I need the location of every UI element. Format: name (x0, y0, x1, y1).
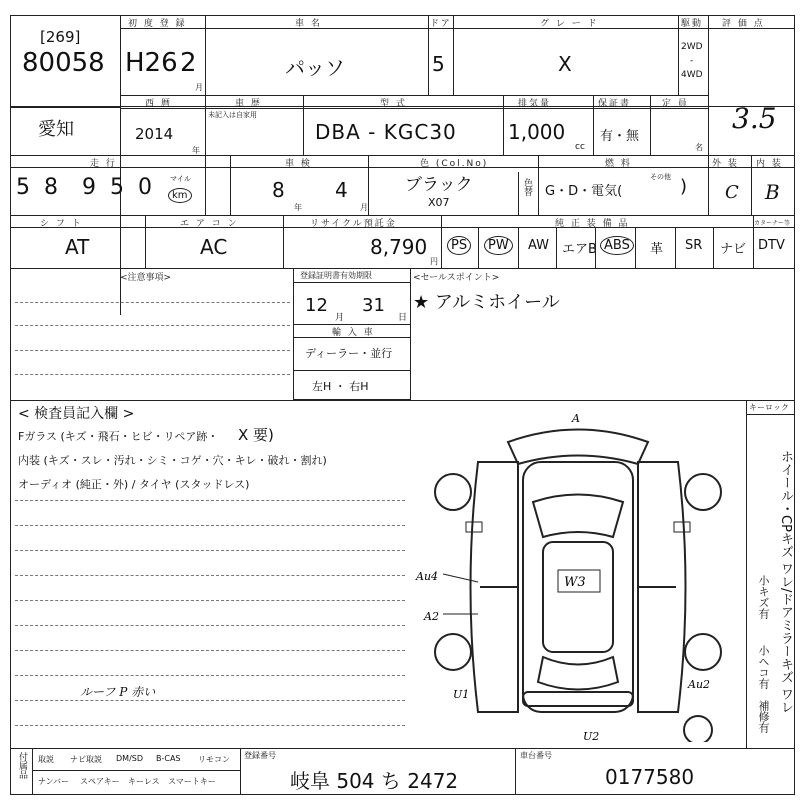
plate-number: 岐阜 504 ち 2472 (290, 769, 459, 793)
recycle-unit: 円 (430, 257, 438, 266)
acc-remote: リモコン (198, 755, 230, 764)
accessories-label: 付属品 (17, 752, 27, 779)
first-reg-era: H26 (125, 48, 178, 78)
capacity-unit: 名 (695, 143, 703, 152)
expiry-month-unit: 月 (335, 313, 345, 323)
inspection-month-unit: 月 (360, 203, 368, 212)
model-label: 車 名 (295, 19, 322, 29)
acc-manual: 取説 (38, 755, 54, 764)
drive-2wd: 2WD (681, 42, 703, 52)
mark-w3: W3 (564, 575, 586, 590)
displacement-unit: cc (575, 142, 585, 152)
inspection-year: 8 (272, 178, 285, 202)
legend-small-scratch: 小キズ有 (757, 575, 770, 619)
import-label: 輸 入 車 (332, 328, 375, 338)
chassis-note: 未記入は自家用 (208, 111, 257, 119)
equip-sr: SR (685, 238, 703, 253)
expiry-month: 12 (305, 295, 328, 316)
color-name: ブラック (405, 175, 473, 195)
color-label: 色 (Col.No) (420, 159, 489, 169)
mileage-digit-3: 9 (82, 175, 96, 200)
expiry-day-unit: 日 (398, 313, 408, 323)
interior-grade: B (765, 180, 780, 204)
sheet-border (10, 15, 795, 795)
fuel-type: G・D・電気( (545, 184, 623, 199)
mileage-digit-5: 0 (138, 175, 152, 200)
handwritten-note: ルーフ P 赤い (80, 685, 156, 699)
mark-u2: U2 (583, 730, 600, 742)
glass-mark: X 要) (238, 426, 274, 444)
score-label: 評 価 点 (722, 19, 765, 29)
repaint-label: 色替 (522, 178, 532, 196)
drive-4wd: 4WD (681, 70, 703, 80)
inspector-title: < 検査員記入欄 > (18, 406, 135, 422)
year-unit: 年 (192, 146, 200, 155)
equip-dtv: DTV (758, 238, 785, 253)
lot-bracket: [269] (40, 28, 81, 46)
mileage-digit-1: 5 (16, 175, 30, 200)
acc-keyless: キーレス (128, 777, 160, 786)
acc-plate: ナンバー (38, 777, 70, 786)
vin-label: 車台番号 (520, 751, 552, 760)
auction-sheet: 初 度 登 録 車 名 ドア グ レ ー ド 駆動 評 価 点 [269] 80058 H26 2 月 パッソ 5 X 2WD - 4WD 西 暦 車 歴 型 式 排気量 保証書 定 員 愛知 2014 年 未記入は自家用 DBA - KGC30 1,000 cc 有・無 名 3.5 走 行 車 検 色 (Col.No) 燃 料 外 装 内 装 5 8 9 5 0 マイル km 8 年 4 月 ブラック X07 色替 G・D・電気( その他 ) C B シ フ ト エ ア コ ン リサイクル預託金 純 正 装 備 品 カターナー等 AT AC 8,790 円 PS PW AW エアB ABS 革 SR ナビ DTV <注意事項> 登録証明書有効期限 12 月 31 日 輸 入 車 ディーラー・並行 左H ・ 右H <セールスポイント> ★ アルミホイール < 検査員記入欄 > Fガラス (キズ・飛石・ヒビ・リペア跡・ X 要) 内装 (キズ・スレ・汚れ・シミ・コゲ・穴・キレ・破れ・割れ) オーディオ (純正・外) / タイヤ (スタッドレス) ルーフ P 赤い W3 A Au4 A2 U1 U2 Au2 キーロック ホイール・CPキズ ワレ/ドアミラーキズ ワレ 小キズ有 小ヘコ有 補修有 付属品 取説 ナビ取説 DM/SD B-CAS リモコン ナンバー スペアキー キーレス スマートキー 登録番号 岐阜 504 ち 2472 車台番号 0177580 (10, 10, 795, 795)
legend-vertical: ホイール・CPキズ ワレ/ドアミラーキズ ワレ (778, 450, 793, 714)
acc-navi-manual: ナビ取説 (70, 755, 102, 764)
car-name: パッソ (285, 56, 345, 80)
displacement-label: 排気量 (518, 99, 552, 109)
plate-label: 登録番号 (244, 751, 276, 760)
acc-bcas: B-CAS (156, 754, 181, 763)
grade-value: X (558, 52, 572, 76)
first-reg-label: 初 度 登 録 (128, 19, 187, 29)
region: 愛知 (38, 119, 74, 140)
mark-a2: A2 (424, 610, 439, 623)
expiry-day: 31 (362, 295, 385, 316)
drive-sep: - (690, 56, 694, 66)
model-code: DBA - KGC30 (315, 120, 457, 144)
legend-repair: 補修有 (757, 700, 770, 733)
first-reg-month: 2 (180, 48, 197, 78)
mileage-mile-label: マイル (170, 175, 191, 183)
tuner-label: カターナー等 (754, 220, 791, 227)
keylock-label: キーロック (749, 403, 789, 412)
interior-note: 内装 (キズ・スレ・汚れ・シミ・コゲ・穴・キレ・破れ・割れ) (18, 454, 327, 467)
chassis-label: 車 歴 (235, 99, 262, 109)
recycle-label: リサイクル預託金 (310, 219, 397, 229)
year-value: 2014 (135, 125, 174, 143)
equip-leather: 革 (650, 242, 664, 257)
caution-label: <注意事項> (120, 273, 172, 283)
inspection-year-unit: 年 (294, 203, 302, 212)
inspection-month: 4 (335, 178, 348, 202)
acc-smart-key: スマートキー (168, 777, 216, 786)
audio-note: オーディオ (純正・外) / タイヤ (スタッドレス) (18, 478, 250, 491)
recycle-value: 8,790 (370, 235, 428, 259)
mileage-digit-4: 5 (110, 175, 124, 200)
shift-label: シ フ ト (40, 219, 83, 229)
score-value: 3.5 (732, 102, 777, 135)
warranty-value: 有・無 (600, 129, 640, 144)
exterior-grade: C (725, 182, 739, 203)
year-label: 西 暦 (145, 99, 172, 109)
grade-label: グ レ ー ド (540, 19, 599, 29)
equipment-label: 純 正 装 備 品 (555, 219, 630, 229)
mark-u1: U1 (453, 688, 470, 701)
equip-airbag: エアB (562, 242, 597, 257)
mileage-digit-2: 8 (44, 175, 58, 200)
first-reg-month-unit: 月 (195, 83, 203, 92)
legend-small-dent: 小ヘコ有 (757, 645, 770, 689)
steering-value: 左H ・ 右H (312, 380, 369, 393)
lot-number: 80058 (22, 48, 105, 78)
drive-label: 駆動 (681, 19, 704, 29)
expiry-label: 登録証明書有効期限 (300, 271, 372, 280)
mileage-label: 走 行 (90, 159, 117, 169)
interior-label: 内 装 (756, 159, 783, 169)
color-code: X07 (428, 196, 450, 209)
capacity-label: 定 員 (662, 99, 689, 109)
model-code-label: 型 式 (380, 99, 407, 109)
fuel-close: ) (680, 176, 688, 197)
fuel-other: その他 (650, 173, 671, 181)
vin-number: 0177580 (605, 765, 695, 789)
shift-value: AT (65, 235, 90, 259)
door-label: ドア (430, 19, 452, 29)
mark-a-front: A (572, 412, 580, 425)
ac-value: AC (200, 235, 228, 259)
acc-spare-key: スペアキー (80, 777, 120, 786)
warranty-label: 保証書 (598, 99, 632, 109)
sales-label: <セールスポイント> (413, 273, 500, 283)
sales-point: ★ アルミホイール (413, 292, 560, 313)
mark-au2: Au2 (688, 678, 711, 691)
acc-dm-sd: DM/SD (116, 754, 143, 763)
fuel-label: 燃 料 (605, 159, 632, 169)
door-count: 5 (432, 52, 445, 76)
mark-au4: Au4 (416, 570, 439, 583)
displacement: 1,000 (508, 120, 566, 144)
equip-aw: AW (528, 238, 550, 253)
km-circle: km (168, 188, 192, 203)
glass-note: Fガラス (キズ・飛石・ヒビ・リペア跡・ (18, 430, 219, 443)
exterior-label: 外 装 (712, 159, 739, 169)
inspection-label: 車 検 (285, 159, 312, 169)
import-value: ディーラー・並行 (305, 347, 393, 360)
ac-label: エ ア コ ン (180, 219, 239, 229)
equip-navi: ナビ (720, 242, 747, 257)
